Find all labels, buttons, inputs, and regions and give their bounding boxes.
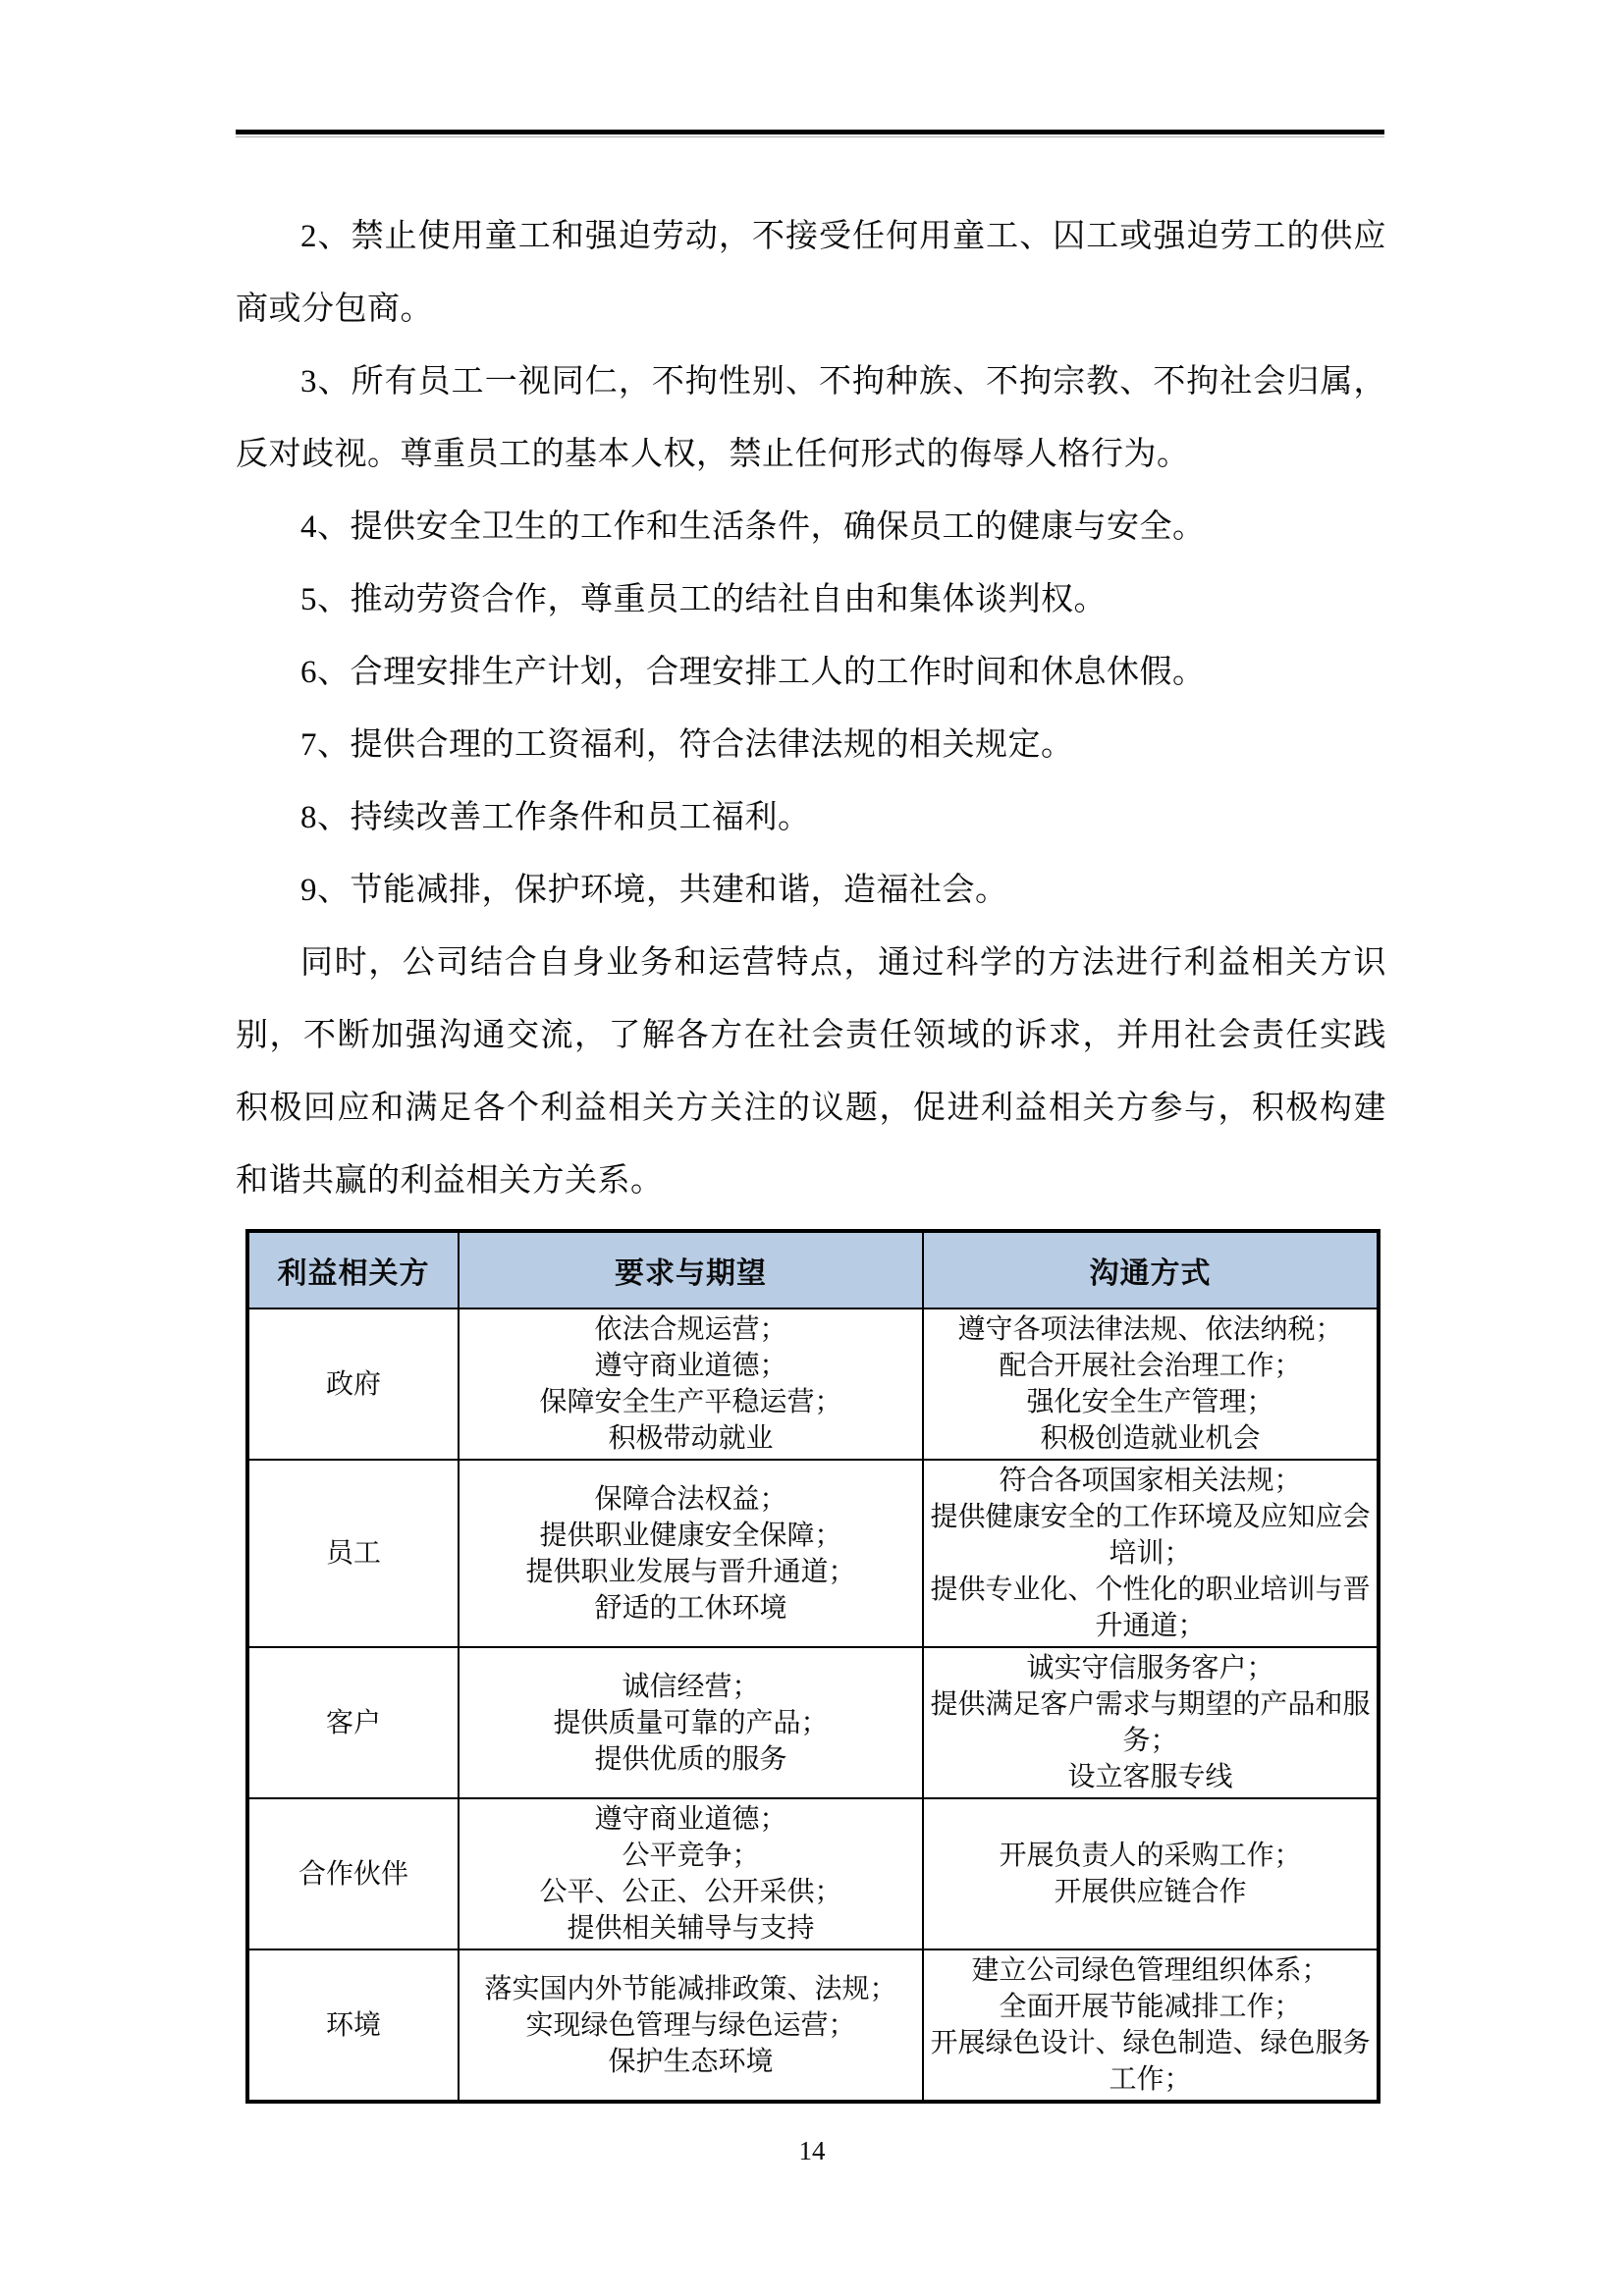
paragraph: 7、提供合理的工资福利，符合法律法规的相关规定。	[300, 727, 1074, 763]
table-row	[247, 1647, 1379, 1798]
stakeholder-cell: 员工	[247, 1460, 459, 1647]
paragraph: 9、节能减排，保护环境，共建和谐，造福社会。	[300, 873, 1008, 908]
stakeholder-cell: 客户	[247, 1647, 459, 1798]
cell-line: 开展绿色设计、绿色制造、绿色服务工作；	[930, 2028, 1371, 2095]
communication-cell	[923, 1647, 1379, 1798]
expectations-cell	[459, 1798, 923, 1949]
cell-line: 遵守各项法律法规、依法纳税；	[957, 1314, 1343, 1345]
cell-line: 实现绿色管理与绿色运营；	[525, 2009, 856, 2041]
cell-line: 提供职业健康安全保障；	[539, 1520, 842, 1551]
paragraph: 同时，公司结合自身业务和运营特点，通过科学的方法进行利益相关方识别，不断加强沟通交流，了解各方在社会责任领域的诉求，并用社会责任实践积极回应和满足各个利益相关方关注的议题，促进利益相关方参与，积极构建和谐共赢的利益相关方关系。	[236, 945, 1386, 1199]
cell-line: 保障合法权益；	[594, 1483, 787, 1515]
communication-cell	[923, 1308, 1379, 1460]
cell-line: 设立客服专线	[1067, 1762, 1233, 1792]
expectations-cell	[459, 1949, 923, 2102]
cell-line: 依法合规运营；	[594, 1314, 787, 1345]
cell-line: 符合各项国家相关法规；	[999, 1466, 1302, 1496]
cell-line: 提供职业发展与晋升通道；	[525, 1556, 856, 1587]
page-content	[236, 200, 1386, 2104]
cell-line: 提供质量可靠的产品；	[553, 1707, 829, 1738]
table-header-row	[247, 1231, 1379, 1308]
table-row	[247, 1460, 1379, 1647]
page-header-rule	[236, 130, 1384, 137]
table-row	[247, 1949, 1379, 2102]
table-header-communication: 沟通方式	[923, 1231, 1379, 1308]
communication-cell	[923, 1798, 1379, 1949]
cell-line: 提供专业化、个性化的职业培训与晋升通道；	[930, 1575, 1371, 1641]
cell-line: 全面开展节能减排工作；	[999, 1992, 1302, 2022]
cell-line: 公平竞争；	[622, 1841, 760, 1871]
cell-line: 建立公司绿色管理组织体系；	[971, 1955, 1329, 1986]
cell-line: 遵守商业道德；	[594, 1804, 787, 1835]
paragraph: 5、推动劳资合作，尊重员工的结社自由和集体谈判权。	[300, 582, 1107, 617]
paragraph: 8、持续改善工作条件和员工福利。	[300, 800, 811, 835]
stakeholder-table	[245, 1229, 1380, 2104]
cell-line: 强化安全生产管理；	[1026, 1387, 1274, 1417]
table-body	[247, 1308, 1379, 2102]
cell-line: 积极带动就业	[608, 1423, 774, 1454]
expectations-cell	[459, 1460, 923, 1647]
table-row	[247, 1798, 1379, 1949]
communication-cell	[923, 1460, 1379, 1647]
cell-line: 开展负责人的采购工作；	[999, 1841, 1302, 1871]
table-header-stakeholder: 利益相关方	[247, 1231, 459, 1308]
stakeholder-cell: 政府	[247, 1308, 459, 1460]
cell-line: 舒适的工休环境	[594, 1592, 787, 1624]
paragraph: 3、所有员工一视同仁，不拘性别、不拘种族、不拘宗教、不拘社会归属，反对歧视。尊重员工的基本人权，禁止任何形式的侮辱人格行为。	[236, 364, 1386, 472]
communication-cell	[923, 1949, 1379, 2102]
body-paragraphs	[236, 200, 1386, 1217]
table-header-expectations: 要求与期望	[459, 1231, 923, 1308]
cell-line: 诚实守信服务客户；	[1026, 1653, 1274, 1683]
expectations-cell	[459, 1308, 923, 1460]
cell-line: 积极创造就业机会	[1040, 1423, 1261, 1454]
paragraph: 4、提供安全卫生的工作和生活条件，确保员工的健康与安全。	[300, 509, 1206, 545]
paragraph: 6、合理安排生产计划，合理安排工人的工作时间和休息休假。	[300, 655, 1206, 690]
stakeholder-cell: 合作伙伴	[247, 1798, 459, 1949]
cell-line: 保护生态环境	[608, 2046, 774, 2077]
table-row	[247, 1308, 1379, 1460]
cell-line: 开展供应链合作	[1054, 1877, 1247, 1907]
paragraph: 2、禁止使用童工和强迫劳动，不接受任何用童工、囚工或强迫劳工的供应商或分包商。	[236, 219, 1386, 327]
cell-line: 诚信经营；	[622, 1671, 760, 1702]
cell-line: 提供优质的服务	[594, 1743, 787, 1775]
expectations-cell	[459, 1647, 923, 1798]
cell-line: 落实国内外节能减排政策、法规；	[484, 1973, 897, 2004]
cell-line: 配合开展社会治理工作；	[999, 1351, 1302, 1381]
cell-line: 提供相关辅导与支持	[567, 1913, 815, 1944]
cell-line: 提供健康安全的工作环境及应知应会培训；	[930, 1502, 1371, 1569]
page-number: 14	[798, 2136, 826, 2165]
cell-line: 提供满足客户需求与期望的产品和服务；	[930, 1689, 1371, 1756]
cell-line: 保障安全生产平稳运营；	[539, 1387, 842, 1417]
stakeholder-cell: 环境	[247, 1949, 459, 2102]
cell-line: 公平、公正、公开采供；	[539, 1877, 842, 1907]
cell-line: 遵守商业道德；	[594, 1351, 787, 1381]
